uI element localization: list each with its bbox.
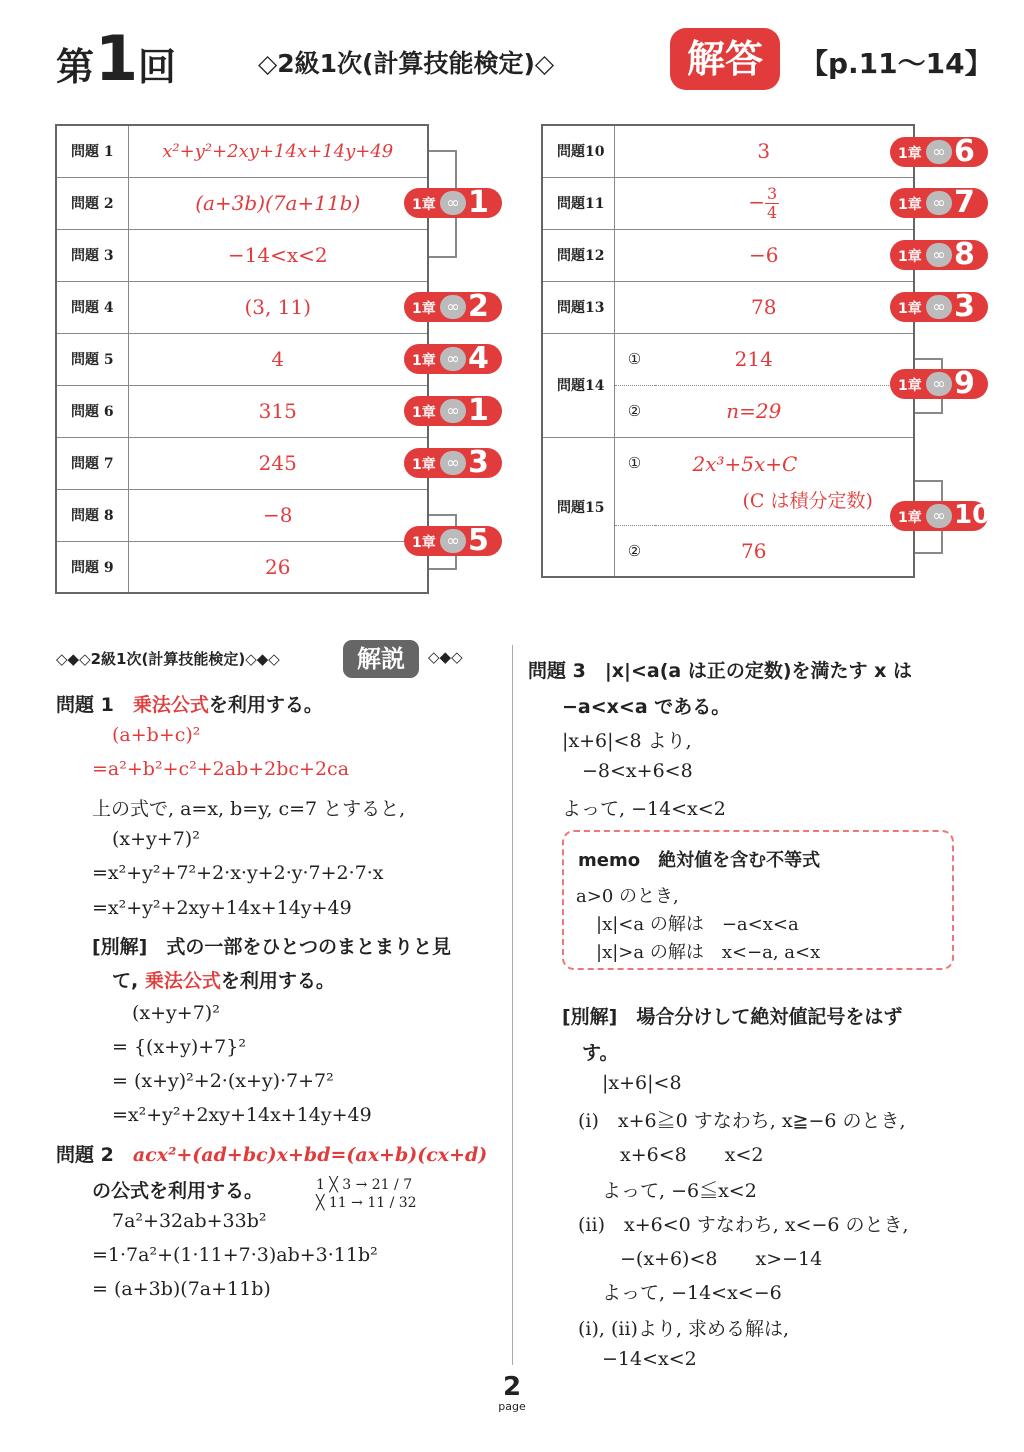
q13-label: 問題13 [542, 281, 614, 333]
q2-explain-label: 問題 2 [56, 1144, 114, 1166]
q8-label: 問題 8 [56, 489, 128, 541]
chapter-label: 1章 [412, 405, 436, 421]
q6-label: 問題 6 [56, 385, 128, 437]
alt-text: を利用する。 [220, 970, 335, 992]
q15-answer-1 [655, 437, 915, 525]
explanation-badge: 解説 [343, 640, 419, 678]
alt-solution-line: [別解] 場合分けして絶対値記号をはず [562, 1006, 903, 1028]
alt-text: て, [112, 970, 145, 992]
formula-line: =x²+y²+2xy+14x+14y+49 [92, 897, 352, 919]
formula-line: = {(x+y)+7}² [112, 1036, 246, 1058]
q14-answer-2: n=29 [655, 385, 915, 437]
chapter-badge [404, 523, 502, 558]
tasuki-diagram: 1 ╳ 3 → 21 / 7 ╳ 11 → 11 / 32 [316, 1177, 417, 1211]
formula-line: = (a+3b)(7a+11b) [92, 1278, 271, 1300]
q13-answer: 78 [614, 281, 914, 333]
link-icon: ∞ [440, 295, 466, 319]
q2-formula: acx²+(ad+bc)x+bd=(ax+b)(cx+d) [132, 1144, 488, 1166]
q15-marker-1: ① [614, 437, 655, 525]
section-number: 7 [954, 185, 975, 220]
q11-answer [614, 177, 914, 229]
answer-table-left [55, 124, 429, 594]
text-line: 上の式で, a=x, b=y, c=7 とすると, [92, 798, 406, 820]
q15-answer-2: 76 [741, 538, 767, 563]
q1-keyword: 乗法公式 [132, 694, 209, 716]
formula-line: x+6<8 x<2 [620, 1144, 764, 1166]
formula-line: (x+y+7)² [112, 828, 200, 850]
chapter-label: 1章 [898, 197, 922, 213]
formula-line: |x+6|<8 より, [562, 730, 692, 752]
q2-explain-heading [56, 1140, 487, 1167]
chapter-label: 1章 [898, 146, 922, 162]
link-icon: ∞ [926, 504, 952, 528]
chapter-badge [890, 289, 988, 324]
section-number: 3 [468, 445, 489, 480]
page-range: 【p.11〜14】 [800, 47, 993, 80]
q14-marker-2: ② [614, 385, 655, 437]
formula-line: よって, −14<x<−6 [602, 1282, 782, 1304]
chapter-label: 1章 [898, 249, 922, 265]
q2-explain-rest: の公式を利用する。 [92, 1180, 264, 1202]
q2-answer: (a+3b)(7a+11b) [128, 177, 428, 229]
q4-label: 問題 4 [56, 281, 128, 333]
formula-line: (i), (ii)より, 求める解は, [578, 1318, 790, 1340]
formula-line: −14<x<2 [602, 1348, 697, 1370]
q3-answer: −14<x<2 [128, 229, 428, 281]
section-number: 6 [954, 134, 975, 169]
answer-table-right [541, 124, 915, 578]
chapter-badge [890, 500, 991, 531]
case-line: (ii) x+6<0 すなわち, x<−6 のとき, [578, 1214, 909, 1236]
q15-label: 問題15 [542, 437, 614, 577]
formula-line: =1·7a²+(1·11+7·3)ab+3·11b² [92, 1244, 378, 1266]
page-number: 2 [502, 1372, 522, 1402]
chapter-badge [890, 237, 988, 272]
link-icon: ∞ [440, 347, 466, 371]
q5-answer: 4 [128, 333, 428, 385]
link-icon: ∞ [926, 140, 952, 164]
q14-marker-1: ① [614, 333, 655, 385]
memo-line: a>0 のとき, [576, 886, 679, 907]
q14-label: 問題14 [542, 333, 614, 437]
memo-title: memo 絶対値を含む不等式 [578, 850, 821, 871]
formula-line: よって, −14<x<2 [562, 798, 726, 820]
q1-label: 問題 1 [56, 125, 128, 177]
section-number: 4 [468, 341, 489, 376]
q2-label: 問題 2 [56, 177, 128, 229]
q7-answer: 245 [128, 437, 428, 489]
chapter-badge [404, 393, 502, 428]
link-icon: ∞ [926, 191, 952, 215]
memo-line: |x|<a の解は −a<x<a [596, 914, 799, 935]
link-icon: ∞ [926, 295, 952, 319]
q12-label: 問題12 [542, 229, 614, 281]
chapter-label: 1章 [412, 353, 436, 369]
chapter-label: 1章 [898, 301, 922, 317]
section-number: 8 [954, 237, 975, 272]
q14-answer-1: 214 [655, 333, 915, 385]
q11-denominator: 4 [767, 202, 778, 222]
formula-line: (a+b+c)² [112, 724, 201, 746]
q1-explain-heading [56, 690, 323, 717]
q12-answer: −6 [614, 229, 914, 281]
section-number: 9 [954, 366, 975, 401]
chapter-label: 1章 [412, 535, 436, 551]
q3-explain-heading-2: −a<x<a である。 [562, 696, 731, 718]
formula-line: = (x+y)²+2·(x+y)·7+7² [112, 1070, 334, 1092]
formula-line: |x+6|<8 [602, 1072, 682, 1094]
section-number: 5 [468, 523, 489, 558]
chapter-badge [404, 185, 502, 220]
section-number: 10 [954, 500, 991, 530]
formula-line: =a²+b²+c²+2ab+2bc+2ca [92, 758, 350, 780]
explanation-heading: ◇◆◇2級1次(計算技能検定)◇◆◇ [56, 650, 280, 668]
section-number: 1 [468, 393, 489, 428]
formula-line: =x²+y²+7²+2·x·y+2·y·7+2·7·x [92, 862, 384, 884]
q15-answer-1-expr: 2x³+5x+C [692, 451, 798, 476]
q5-label: 問題 5 [56, 333, 128, 385]
title-number: 1 [95, 22, 139, 95]
chapter-label: 1章 [412, 457, 436, 473]
link-icon: ∞ [440, 191, 466, 215]
q1-explain-label: 問題 1 [56, 694, 114, 716]
chapter-badge [890, 134, 988, 169]
section-number: 1 [468, 185, 489, 220]
chapter-label: 1章 [412, 197, 436, 213]
title-kai: 回 [138, 45, 177, 89]
q9-answer: 26 [265, 554, 291, 579]
chapter-badge [404, 289, 502, 324]
link-icon: ∞ [440, 399, 466, 423]
link-icon: ∞ [440, 529, 466, 553]
q11-label: 問題11 [542, 177, 614, 229]
title-dai: 第 [56, 45, 95, 89]
q8-answer: −8 [128, 489, 428, 541]
q6-answer: 315 [128, 385, 428, 437]
q11-numerator: 3 [767, 183, 778, 203]
chapter-label: 1章 [898, 510, 922, 526]
chapter-label: 1章 [898, 378, 922, 394]
q7-label: 問題 7 [56, 437, 128, 489]
case-line: (i) x+6≧0 すなわち, x≧−6 のとき, [578, 1110, 906, 1132]
chapter-label: 1章 [412, 301, 436, 317]
memo-line: |x|>a の解は x<−a, a<x [596, 942, 821, 963]
chapter-badge [404, 445, 502, 480]
section-number: 2 [468, 289, 489, 324]
explanation-heading-tail: ◇◆◇ [428, 648, 463, 666]
alt-solution-line: す。 [582, 1042, 619, 1064]
q11-sign: − [748, 189, 766, 214]
link-icon: ∞ [926, 243, 952, 267]
subtitle: ◇2級1次(計算技能検定)◇ [258, 49, 555, 78]
page-word: page [498, 1400, 526, 1413]
q3-label: 問題 3 [56, 229, 128, 281]
answer-badge: 解答 [670, 28, 780, 90]
alt-solution-line [112, 966, 335, 993]
q10-label: 問題10 [542, 125, 614, 177]
q15-marker-2: ② [627, 541, 642, 560]
chapter-badge [404, 341, 502, 376]
formula-line: (x+y+7)² [132, 1002, 220, 1024]
q3-explain-heading: 問題 3 |x|<a(a は正の定数)を満たす x は [528, 660, 912, 682]
q10-answer: 3 [614, 125, 914, 177]
formula-line: −8<x+6<8 [582, 760, 693, 782]
chapter-badge [890, 366, 988, 401]
section-number: 3 [954, 289, 975, 324]
formula-line: =x²+y²+2xy+14x+14y+49 [112, 1104, 372, 1126]
link-icon: ∞ [926, 372, 952, 396]
alt-keyword: 乗法公式 [144, 970, 221, 992]
q15-answer-1-note: (C は積分定数) [742, 489, 873, 512]
link-icon: ∞ [440, 451, 466, 475]
formula-line: よって, −6≦x<2 [602, 1180, 757, 1202]
column-divider [512, 645, 513, 1365]
formula-line: −(x+6)<8 x>−14 [620, 1248, 823, 1270]
q9-label: 問題 9 [56, 541, 128, 593]
formula-line: 7a²+32ab+33b² [112, 1210, 267, 1232]
q1-explain-rest: を利用する。 [208, 694, 323, 716]
alt-solution-line: [別解] 式の一部をひとつのまとまりと見 [92, 936, 451, 958]
q1-answer: x²+y²+2xy+14x+14y+49 [128, 125, 428, 177]
chapter-badge [890, 185, 988, 220]
q4-answer: (3, 11) [128, 281, 428, 333]
